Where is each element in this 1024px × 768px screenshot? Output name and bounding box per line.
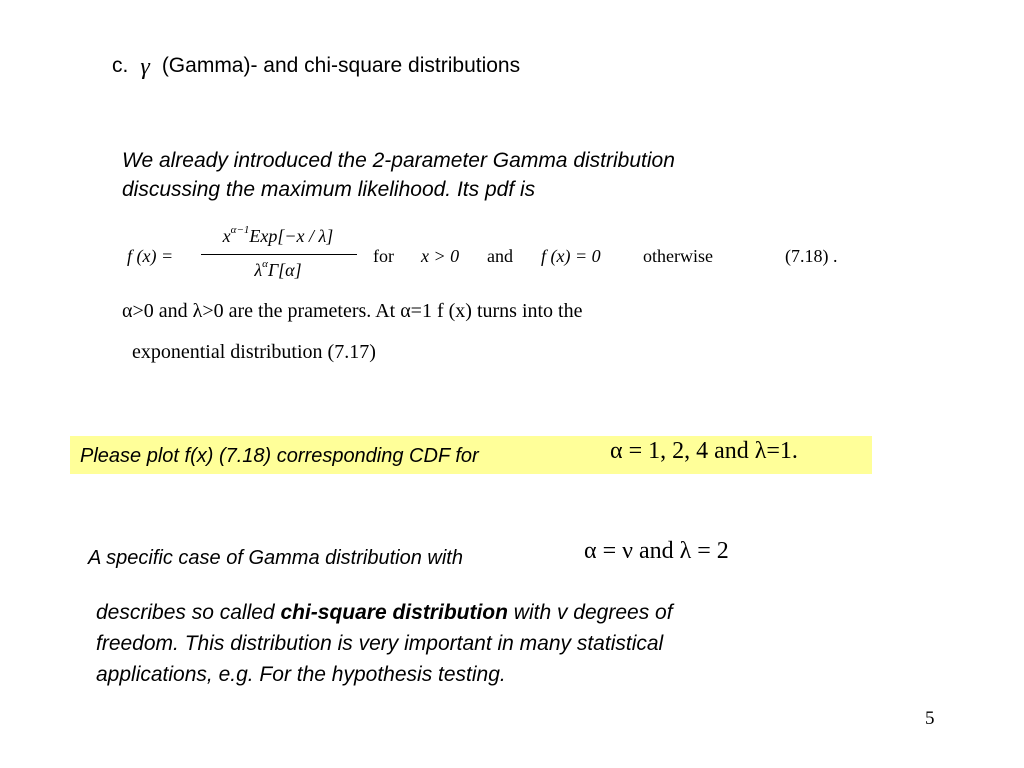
page-number: 5 bbox=[925, 708, 935, 729]
intro-line-2: discussing the maximum likelihood. Its pdf is bbox=[122, 178, 536, 201]
equation-number: (7.18) . bbox=[785, 246, 838, 266]
chi-square-description bbox=[96, 597, 673, 690]
formula-lhs: f (x) = bbox=[127, 246, 174, 266]
specific-case-math: α = ν and λ = 2 bbox=[584, 538, 729, 564]
task-highlight-box bbox=[70, 436, 872, 474]
fraction-bar bbox=[201, 254, 357, 255]
formula-otherwise-word: otherwise bbox=[643, 246, 713, 266]
formula-condition: x > 0 bbox=[421, 246, 460, 266]
intro-line-1: We already introduced the 2-parameter Gamma distribution bbox=[122, 149, 675, 172]
gamma-pdf-formula bbox=[127, 222, 887, 292]
task-math: α = 1, 2, 4 and λ=1. bbox=[610, 438, 798, 464]
denominator-exponent: α bbox=[262, 258, 268, 270]
numerator-exponent: α−1 bbox=[230, 224, 250, 236]
params-line-2: exponential distribution (7.17) bbox=[132, 341, 376, 363]
params-line-1: α>0 and λ>0 are the prameters. At α=1 f (x) turns into the bbox=[122, 300, 583, 322]
formula-fraction bbox=[201, 222, 357, 288]
description-line-1: describes so called chi-square distribution with v degrees of bbox=[96, 601, 673, 624]
task-text: Please plot f(x) (7.18) corresponding CDF for bbox=[80, 445, 479, 467]
specific-case-text: A specific case of Gamma distribution with bbox=[88, 547, 463, 569]
section-heading bbox=[112, 52, 520, 79]
intro-paragraph bbox=[122, 146, 675, 204]
heading-prefix: c. bbox=[112, 54, 129, 77]
gamma-symbol: γ bbox=[140, 54, 150, 80]
fraction-denominator: $\lambda^\alpha\Gamma[\alpha]$ bbox=[254, 258, 302, 280]
formula-and-word: and bbox=[487, 246, 513, 266]
chi-square-term: chi-square distribution bbox=[280, 601, 508, 624]
formula-for-word: for bbox=[373, 246, 394, 266]
heading-text: (Gamma)- and chi-square distributions bbox=[161, 54, 521, 77]
description-line-2: freedom. This distribution is very important in many statistical bbox=[96, 632, 664, 655]
description-line-3: applications, e.g. For the hypothesis testing. bbox=[96, 663, 506, 686]
formula-zero-case: f (x) = 0 bbox=[541, 246, 601, 266]
fraction-numerator: $x^{\alpha-1}Exp[-x / \lambda]$ bbox=[222, 224, 334, 246]
